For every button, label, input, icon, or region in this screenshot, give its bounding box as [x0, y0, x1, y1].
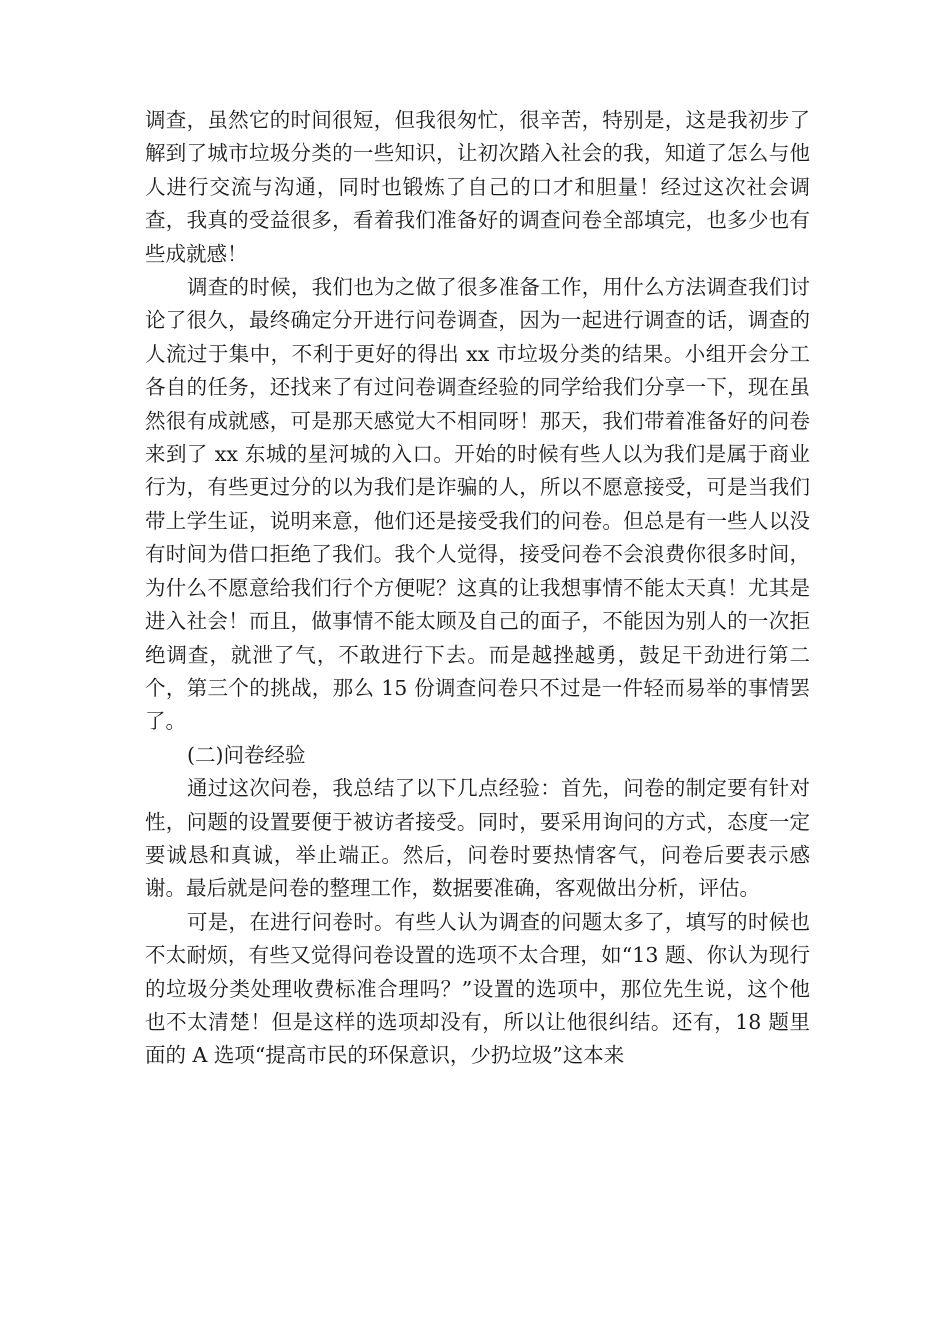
paragraph-continued: 调查，虽然它的时间很短，但我很匆忙，很辛苦，特别是，这是我初步了解到了城市垃圾分类的一些知识，让初次踏入社会的我，知道了怎么与他人进行交流与沟通，同时也锻炼了自己的口才和胆量！经过这次社会调查，我真的受益很多，看着我们准备好的调查问卷全部填完，也多少也有些成就感！ — [145, 108, 810, 266]
paragraph-preparation: 调查的时候，我们也为之做了很多准备工作，用什么方法调查我们讨论了很久，最终确定分开进行问卷调查，因为一起进行调查的话，调查的人流过于集中，不利于更好的得出 xx 市垃圾分类的结果。小组开会分工各自的任务，还找来了有过问卷调查经验的同学给我们分享一下，现在虽然很有成就感，可是那天感觉大不相同呀！那天，我们带着准备好的问卷来到了 xx 东城的星河城的入口。开始的时候有些人以为我们是属于商业行为，有些更过分的以为我们是诈骗的人，所以不愿意接受，可是当我们带上学生证，说明来意，他们还是接受我们的问卷。但总是有一些人以没有时间为借口拒绝了我们。我个人觉得，接受问卷不会浪费你很多时间，为什么不愿意给我们行个方便呢？这真的让我想事情不能太天真！尤其是进入社会！而且，做事情不能太顾及自己的面子，不能因为别人的一次拒绝调查，就泄了气，不敢进行下去。而是越挫越勇，鼓足干劲进行第二个，第三个的挑战，那么 15 份调查问卷只不过是一件轻而易举的事情罢了。 — [145, 275, 810, 734]
paragraph-problems: 可是，在进行问卷时。有些人认为调查的问题太多了，填写的时候也不太耐烦，有些又觉得问卷设置的选项不太合理，如“13 题、你认为现行的垃圾分类处理收费标准合理吗？”设置的选项中，那位先生说，这个他也不太清楚！但是这样的选项却没有，所以让他很纠结。还有，18 题里面的 A 选项“提高市民的环保意识，少扔垃圾”这本来 — [145, 909, 810, 1068]
paragraph-experience: 通过这次问卷，我总结了以下几点经验：首先，问卷的制定要有针对性，问题的设置要便于被访者接受。同时，要采用询问的方式，态度一定要诚恳和真诚，举止端正。然后，问卷时要热情客气，问卷后要表示感谢。最后就是问卷的整理工作，数据要准确，客观做出分析，评估。 — [145, 776, 810, 901]
document-body — [145, 104, 810, 1073]
section-heading: (二)问卷经验 — [187, 742, 306, 767]
